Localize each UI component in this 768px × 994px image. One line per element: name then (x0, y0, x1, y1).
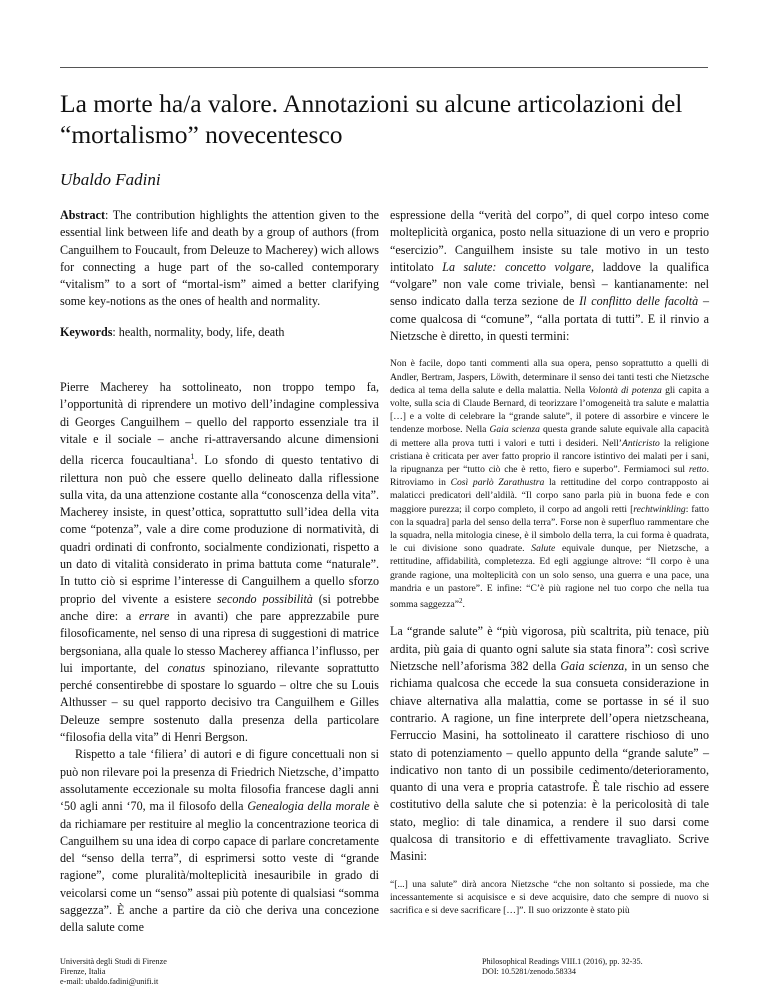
abstract-text: : The contribution highlights the attention given to the essential link between life and death by a group of authors (from Canguilhem to Foucault, from Deleuze to Macherey) wich allows for connecting a huge part of the so-called contemporary “vitalism” to a sort of “mortal-ism” aimed a better clarifying some key-notions as the ones of health and normality. (60, 208, 379, 309)
emphasis: Gaia scienza (489, 424, 540, 436)
text-run: la rettitudine del corpo contrapposto ai malaticci predicatori dell’aldilà. “Il corpo sano parla più in buona fede e con maggiore purezza; il corpo completo, il corpo ad angoli retti [ (390, 477, 709, 515)
journal-info (482, 957, 643, 977)
text-run: La “grande salute” è “più vigorosa, più scaltrita, più tenace, più ardita, più gaia di quanto ogni salute sia stata finora”: così scrive Nietzsche nell’aforisma 382 della (390, 624, 709, 674)
text-run: . (462, 599, 465, 611)
paragraph-3 (390, 207, 709, 345)
left-column (60, 207, 379, 937)
doi: DOI: 10.5281/zenodo.58334 (482, 967, 576, 976)
text-run: . Ritroviamo in (390, 464, 709, 489)
emphasis: Salute (531, 543, 556, 555)
text-run: questa grande salute equivale alla capacità di mettere alla prova tutti i valori e tutti i desideri. Nell’ (390, 424, 709, 449)
abstract-block (60, 207, 379, 341)
text-run: in avanti) che pare apprezzabile pure filosoficamente, nel senso di una ripresa di suggestioni di matrice bergsoniana, alla quale lo stesso Macherey affianca l’influsso, per lui importante, del (60, 608, 379, 675)
paragraph-1 (60, 379, 379, 746)
text-run: , in un senso che richiama qualcosa che eccede la sua consueta considerazione in chiave alternativa alla malattia, come se portasse in sé il suo contrario. A ragione, un fine interprete dell’opera nietzscheana, Ferruccio Masini, ha sottolineato il carattere rischioso di uno stato di potenziamento – quello appunto della “grande salute” – indicativo non tanto di un possibile cedimento/deterioramento, quanto di una vera e propria catastrofe. È tale rischio ad essere costitutivo della salute che si potenzia: è la pericolosità di tale stato, meglio: di tale dinamica, a rendere il suo darsi come qualcosa di transitorio e di effettivamente travagliato. Scrive Masini: (390, 659, 710, 864)
right-column (390, 207, 709, 917)
emphasis: errare (138, 608, 170, 623)
emphasis: conatus (167, 660, 206, 675)
article-title: La morte ha/a valore. Annotazioni su alcune articolazioni del “mortalismo” novecentesco (60, 89, 683, 149)
emphasis: rechtwinkling (633, 503, 686, 515)
body-text-left (60, 379, 379, 937)
text-run: (si potrebbe anche dire: a (60, 591, 379, 623)
text-run: Pierre Macherey ha sottolineato, non troppo tempo fa, l’opportunità di riprendere un motivo dell’indagine complessiva di Georges Canguilhem – quello del rapporto essenziale tra il vitale e il sociale – anche ri-attraversando alcune dimensioni della ricerca foucaultiana (60, 380, 379, 468)
paragraph-4 (390, 623, 709, 865)
emphasis: La salute: concetto volgare (442, 259, 592, 274)
block-quote-1 (390, 357, 709, 611)
keywords (60, 324, 379, 341)
paragraph-2 (60, 746, 379, 936)
keywords-label: Keywords (60, 324, 113, 339)
footnote-ref-2[interactable]: 2 (459, 597, 463, 606)
text-run: gli capita a volte, sulla scia di Claude Bernard, di teorizzare l’omogeneità tra salute e malattia […] e a volte di celebrare la “grande salute”, il potere di assorbire e vincere le tendenze morbose. Nella (390, 384, 709, 436)
text-run: , laddove la qualifica “volgare” non vale come triviale, bensì – kantianamente: nel senso indicato dalla terza sezione de (390, 259, 709, 309)
emphasis: Così parlò Zarathustra (450, 477, 545, 489)
emphasis: Gaia scienza (560, 659, 625, 674)
block-quote-2: “[...] una salute” dirà ancora Nietzsche “che non soltanto si possiede, ma che incessantemente si acquisisce e si deve acquisire, dato che sempre di nuovo si sacrifica e si deve sacrificare […]”. Il suo orizzonte è stato più (390, 878, 709, 916)
text-run: equivale dunque, per Nietzsche, a rettitudine, affidabilità, completezza. Ed egli aggiunge altrove: “Il corpo è una grande ragione, una molteplicità con un solo senso, una guerra e una pace, una mandria e un pastore”. E infine: “C’è più ragione nel tuo corpo che nella tua somma saggezza” (390, 543, 709, 611)
affiliation-city: Firenze, Italia (60, 967, 106, 976)
author-name: Ubaldo Fadini (60, 170, 161, 189)
affiliation-university: Università degli Studi di Firenze (60, 957, 167, 966)
emphasis: Genealogia della morale (247, 799, 370, 814)
header-rule (60, 67, 708, 68)
footnote-ref-1[interactable]: 1 (190, 452, 195, 462)
abstract-label: Abstract (60, 208, 106, 222)
text-run: spinoziano, rilevante soprattutto perché consentirebbe di spostare lo sguardo – oltre che su Louis Althusser – su quel rapporto decisivo tra Canguilhem e Gilles Deleuze sempre sostenuto dalla presenza della particolare “filosofia della vita” di Henri Bergson. (60, 660, 379, 745)
text-run: la religione cristiana è criticata per aver fatto proprio il rancore istintivo dei malati per i sani, la ripugnanza per “tutto ciò che è retto, fiero e superbo”. Fermiamoci sul (390, 437, 709, 475)
text-run: – come qualcosa di “comune”, “alla portata di tutti”. E il rinvio a Nietzsche è diretto, in questi termini: (390, 294, 709, 344)
emphasis: Anticristo (622, 437, 660, 449)
text-run: Rispetto a tale ‘filiera’ di autori e di figure concettuali non si può non rilevare poi la presenza di Friedrich Nietzsche, d’impatto assolutamente eccezionale su molta filosofia francese dagli anni ‘50 agli anni ‘70, ma il filosofo della (60, 747, 379, 814)
text-run: Non è facile, dopo tanti commenti alla sua opera, penso soprattutto a quelli di Andler, Bertram, Jaspers, Löwith, determinare il senso dei tanti testi che Nietzsche dedica al tema della salute e della malattia. Nella (390, 358, 709, 396)
emphasis: Il conflitto delle facoltà (579, 294, 699, 309)
journal-citation: Philosophical Readings VIII.1 (2016), pp. 32-35. (482, 957, 643, 966)
text-run: : fatto con la squadra] parla del senso della terra”. Forse non è superfluo rammentare che la squadra, nella mitologia cinese, è il simbolo della terra, la cui forma è quadrata, le cui divisione sono quadrate. (390, 503, 709, 555)
text-run: . Lo sfondo di questo tentativo di rilettura non può che essere quello delineato dalla riflessione sulla vita, da una attenzione costante alla “conoscenza della vita”. Macherey insiste, in quest’ottica, soprattutto sull’idea della vita come “potenza”, vale a dire come produzione di normatività, di quadri ordinati di confronto, socialmente condizionati, rispetto a un dato di vitalità considerato in prima battuta come “naturale”. In tutto ciò si esprime l’interesse di Canguilhem a quello sforzo proprio del vivente a esistere (60, 453, 379, 606)
keywords-text: : health, normality, body, life, death (112, 324, 285, 339)
emphasis: Volontà di potenza (588, 384, 662, 396)
author-email: e-mail: ubaldo.fadini@unifi.it (60, 977, 159, 986)
text-run: è da richiamare per restituire al meglio la concentrazione teorica di Canguilhem su una idea di corpo capace di parlare concretamente del “senso della terra”, di esprimersi sotto veste di “grande ragione”, come pluralità/molteplicità inesauribile in grado di veicolarsi come un “senso” assai più potente di qualsiasi “somma saggezza”. È anche a partire da ciò che deriva una concezione della salute come (60, 799, 379, 935)
abstract (60, 207, 379, 311)
text-run: espressione della “verità del corpo”, di quel corpo inteso come molteplicità organica, posto nella situazione di un vero e proprio “esercizio”. Canguilhem insiste su tale motivo in un testo intitolato (390, 208, 709, 274)
emphasis: secondo possibilità (216, 591, 313, 606)
author-affiliation (60, 957, 167, 987)
emphasis: retto (688, 464, 707, 475)
